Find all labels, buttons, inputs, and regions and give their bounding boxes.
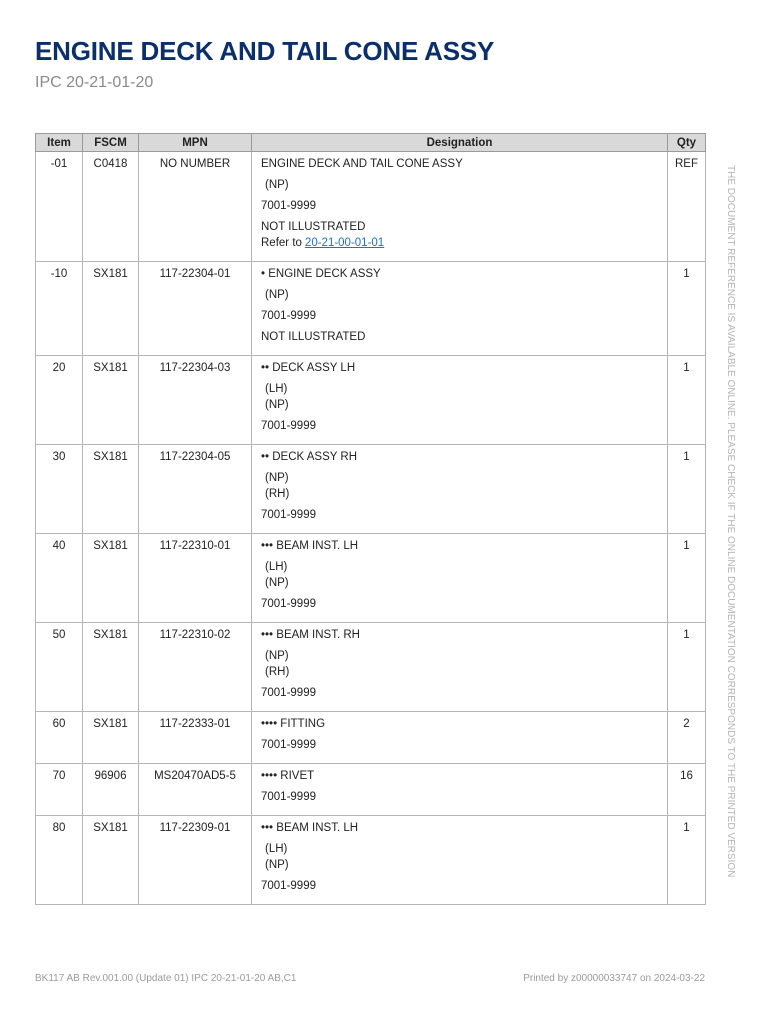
table-row [36,764,706,816]
designation-line: 7001-9999 [261,509,316,521]
cell-qty: 1 [668,623,706,712]
cell-mpn: 117-22304-05 [139,445,252,534]
table-row [36,445,706,534]
cell-item: 30 [36,445,83,534]
cell-fscm: SX181 [83,623,139,712]
cell-fscm: SX181 [83,816,139,905]
column-header-item: Item [36,134,83,152]
cell-designation [252,152,668,262]
designation-line: 7001-9999 [261,880,316,892]
designation-line: •• DECK ASSY RH [261,451,358,463]
page-title: ENGINE DECK AND TAIL CONE ASSY [35,36,495,66]
designation-line: 7001-9999 [261,420,316,432]
designation-line: •••• FITTING [261,718,326,730]
cell-fscm: SX181 [83,262,139,356]
footer-revision: BK117 AB Rev.001.00 (Update 01) IPC 20-21-01-20 AB,C1 [35,973,297,984]
designation-line: 7001-9999 [261,200,316,212]
cell-qty: 1 [668,816,706,905]
cell-item: 40 [36,534,83,623]
cell-item: 50 [36,623,83,712]
designation-line: (NP) [265,577,289,589]
designation-line: (RH) [265,488,290,500]
cell-item: 70 [36,764,83,816]
cell-qty: 1 [668,445,706,534]
cell-item: -01 [36,152,83,262]
designation-line: 7001-9999 [261,310,316,322]
designation-line: 7001-9999 [261,687,316,699]
cell-qty: 1 [668,356,706,445]
cell-item: 80 [36,816,83,905]
cell-designation [252,712,668,764]
cell-designation [252,764,668,816]
designation-line: (NP) [265,179,289,191]
page-subtitle: IPC 20-21-01-20 [35,74,154,91]
designation-line: ••• BEAM INST. LH [261,540,359,552]
designation-line: (NP) [265,399,289,411]
cell-qty: 16 [668,764,706,816]
cell-fscm: 96906 [83,764,139,816]
designation-line: • ENGINE DECK ASSY [261,268,381,280]
designation-line: 7001-9999 [261,739,316,751]
cell-item: -10 [36,262,83,356]
designation-line: (NP) [265,650,289,662]
designation-line: (NP) [265,289,289,301]
cell-fscm: C0418 [83,152,139,262]
cell-mpn: 117-22304-01 [139,262,252,356]
reference-link[interactable]: 20-21-00-01-01 [304,237,385,249]
cell-fscm: SX181 [83,534,139,623]
designation-line: (LH) [265,843,288,855]
table-body [36,152,706,905]
cell-qty: 1 [668,534,706,623]
cell-designation [252,623,668,712]
designation-line: NOT ILLUSTRATED [261,221,366,233]
column-header-mpn: MPN [139,134,252,152]
column-header-designation: Designation [252,134,668,152]
refer-to-label: Refer to [261,237,302,249]
parts-table [35,133,706,905]
designation-line: ••• BEAM INST. LH [261,822,359,834]
designation-line: 7001-9999 [261,598,316,610]
designation-line: (NP) [265,859,289,871]
online-reference-notice: THE DOCUMENT REFERENCE IS AVAILABLE ONLINE. PLEASE CHECK IF THE ONLINE DOCUMENTATION CORRESPONDS TO THE PRINTED VERSION [725,165,736,878]
cell-mpn: NO NUMBER [139,152,252,262]
table-row [36,262,706,356]
designation-line: (LH) [265,561,288,573]
cell-mpn: MS20470AD5-5 [139,764,252,816]
designation-line: ENGINE DECK AND TAIL CONE ASSY [261,158,463,170]
cell-mpn: 117-22309-01 [139,816,252,905]
refer-to-line [261,235,663,251]
cell-item: 60 [36,712,83,764]
table-row [36,712,706,764]
designation-line: (LH) [265,383,288,395]
cell-qty: REF [668,152,706,262]
designation-line: •• DECK ASSY LH [261,362,356,374]
cell-fscm: SX181 [83,445,139,534]
designation-line: ••• BEAM INST. RH [261,629,360,641]
cell-qty: 2 [668,712,706,764]
cell-designation [252,445,668,534]
designation-line: (NP) [265,472,289,484]
cell-mpn: 117-22310-01 [139,534,252,623]
cell-mpn: 117-22310-02 [139,623,252,712]
designation-line: •••• RIVET [261,770,315,782]
column-header-qty: Qty [668,134,706,152]
table-row [36,623,706,712]
cell-designation [252,534,668,623]
designation-line: 7001-9999 [261,791,316,803]
cell-mpn: 117-22304-03 [139,356,252,445]
footer-print-info: Printed by z00000033747 on 2024-03-22 [523,973,705,984]
cell-designation [252,262,668,356]
table-row [36,356,706,445]
designation-line: NOT ILLUSTRATED [261,331,366,343]
table-row [36,534,706,623]
cell-mpn: 117-22333-01 [139,712,252,764]
table-header-row [36,134,706,152]
cell-fscm: SX181 [83,712,139,764]
table-row [36,816,706,905]
cell-designation [252,356,668,445]
cell-designation [252,816,668,905]
designation-line: (RH) [265,666,290,678]
cell-qty: 1 [668,262,706,356]
table-row [36,152,706,262]
column-header-fscm: FSCM [83,134,139,152]
cell-item: 20 [36,356,83,445]
cell-fscm: SX181 [83,356,139,445]
